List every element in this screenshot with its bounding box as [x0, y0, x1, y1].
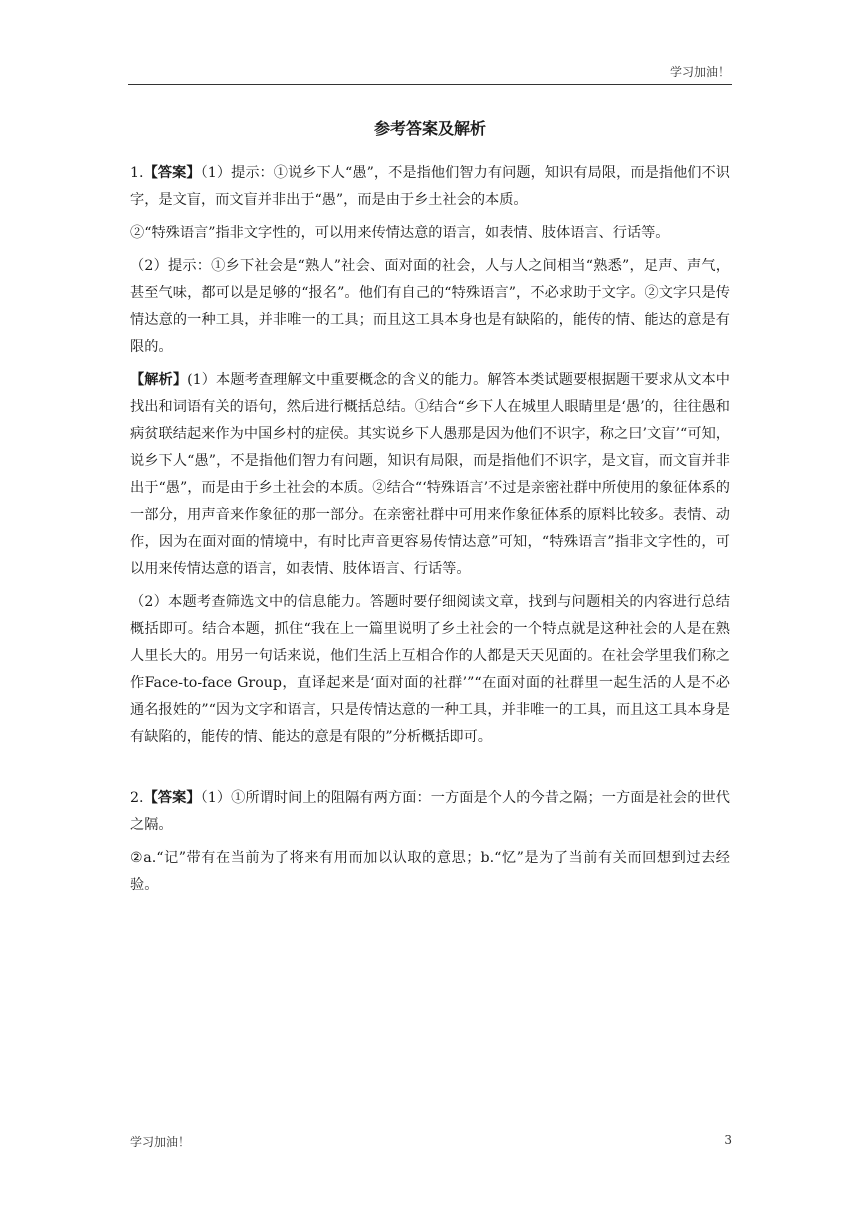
- page-footer: 学习加油！: [130, 1135, 191, 1149]
- q2-answer-paragraph-1: [130, 785, 730, 839]
- q2-number: 2.: [130, 790, 144, 806]
- page-title: 参考答案及解析: [373, 119, 486, 138]
- page-number: 3: [724, 1133, 732, 1147]
- q1-analysis-paragraph-2: （2）本题考查筛选文中的信息能力。答题时要仔细阅读文章，找到与问题相关的内容进行总结概括即可。结合本题，抓住“我在上一篇里说明了乡土社会的一个特点就是这种社会的人是在熟人里长大的。用另一句话来说，他们生活上互相合作的人都是天天见面的。在社会学里我们称之作Face-to-face Group，直译起来是‘面对面的社群’”“在面对面的社群里一起生活的人是不必通名报姓的”“因为文字和语言，只是传情达意的一种工具，并非唯一的工具，而且这工具本身是有缺陷的，能传的情、能达的意是有限的”分析概括即可。: [130, 594, 730, 745]
- q2-answer-label: 【答案】: [143, 790, 201, 806]
- q2-answer-text-1: （1）①所谓时间上的阻隔有两方面：一方面是个人的今昔之隔；一方面是社会的世代之隔。: [130, 790, 730, 833]
- q1-analysis-text-1: (1）本题考查理解文中重要概念的含义的能力。解答本类试题要根据题干要求从文本中找出和词语有关的语句，然后进行概括总结。①结合“乡下人在城里人眼睛里是‘愚’的，往往愚和病贫联结起来作为中国乡村的症侯。其实说乡下人愚那是因为他们不识字，称之曰’文盲’“可知，说乡下人“愚”，不是指他们智力有问题，知识有局限，而是指他们不识字，是文盲，而文盲并非出于“愚”，而是由于乡土社会的本质。②结合“‘特殊语言’不过是亲密社群中所使用的象征体系的一部分，用声音来作象征的那一部分。在亲密社群中可用来作象征体系的原料比较多。表情、动作，因为在面对面的情境中，有时比声音更容易传情达意”可知，“特殊语言”指非文字性的，可以用来传情达意的语言，如表情、肢体语言、行话等。: [130, 372, 730, 577]
- q1-number: 1.: [130, 165, 144, 181]
- document-body: [130, 160, 730, 905]
- q1-answer-text-1: （1）提示：①说乡下人“愚”，不是指他们智力有问题，知识有局限，而是指他们不识字，是文盲，而文盲并非出于“愚”，而是由于乡土社会的本质。: [130, 165, 730, 208]
- q2-answer-paragraph-2: ②a.“记”带有在当前为了将来有用而加以认取的意思；b.“忆”是为了当前有关而回想到过去经验。: [130, 850, 730, 893]
- q1-analysis-paragraph-1: [130, 367, 730, 583]
- q1-answer-paragraph-3: （2）提示：①乡下社会是“熟人”社会、面对面的社会，人与人之间相当“熟悉”，足声、声气，甚至气味，都可以是足够的“报名”。他们有自己的“特殊语言”，不必求助于文字。②文字只是传情达意的一种工具，并非唯一的工具；而且这工具本身也是有缺陷的，能传的情、能达的意是有限的。: [130, 258, 730, 355]
- header-divider: [128, 84, 732, 85]
- page-header: 学习加油！: [669, 65, 730, 79]
- q1-answer-paragraph-2: ②“特殊语言”指非文字性的，可以用来传情达意的语言，如表情、肢体语言、行话等。: [130, 225, 670, 241]
- q1-analysis-label: 【解析】: [130, 372, 188, 388]
- q1-answer-paragraph-1: [130, 160, 730, 214]
- section-spacer: [130, 757, 730, 785]
- q1-answer-label: 【答案】: [143, 165, 201, 181]
